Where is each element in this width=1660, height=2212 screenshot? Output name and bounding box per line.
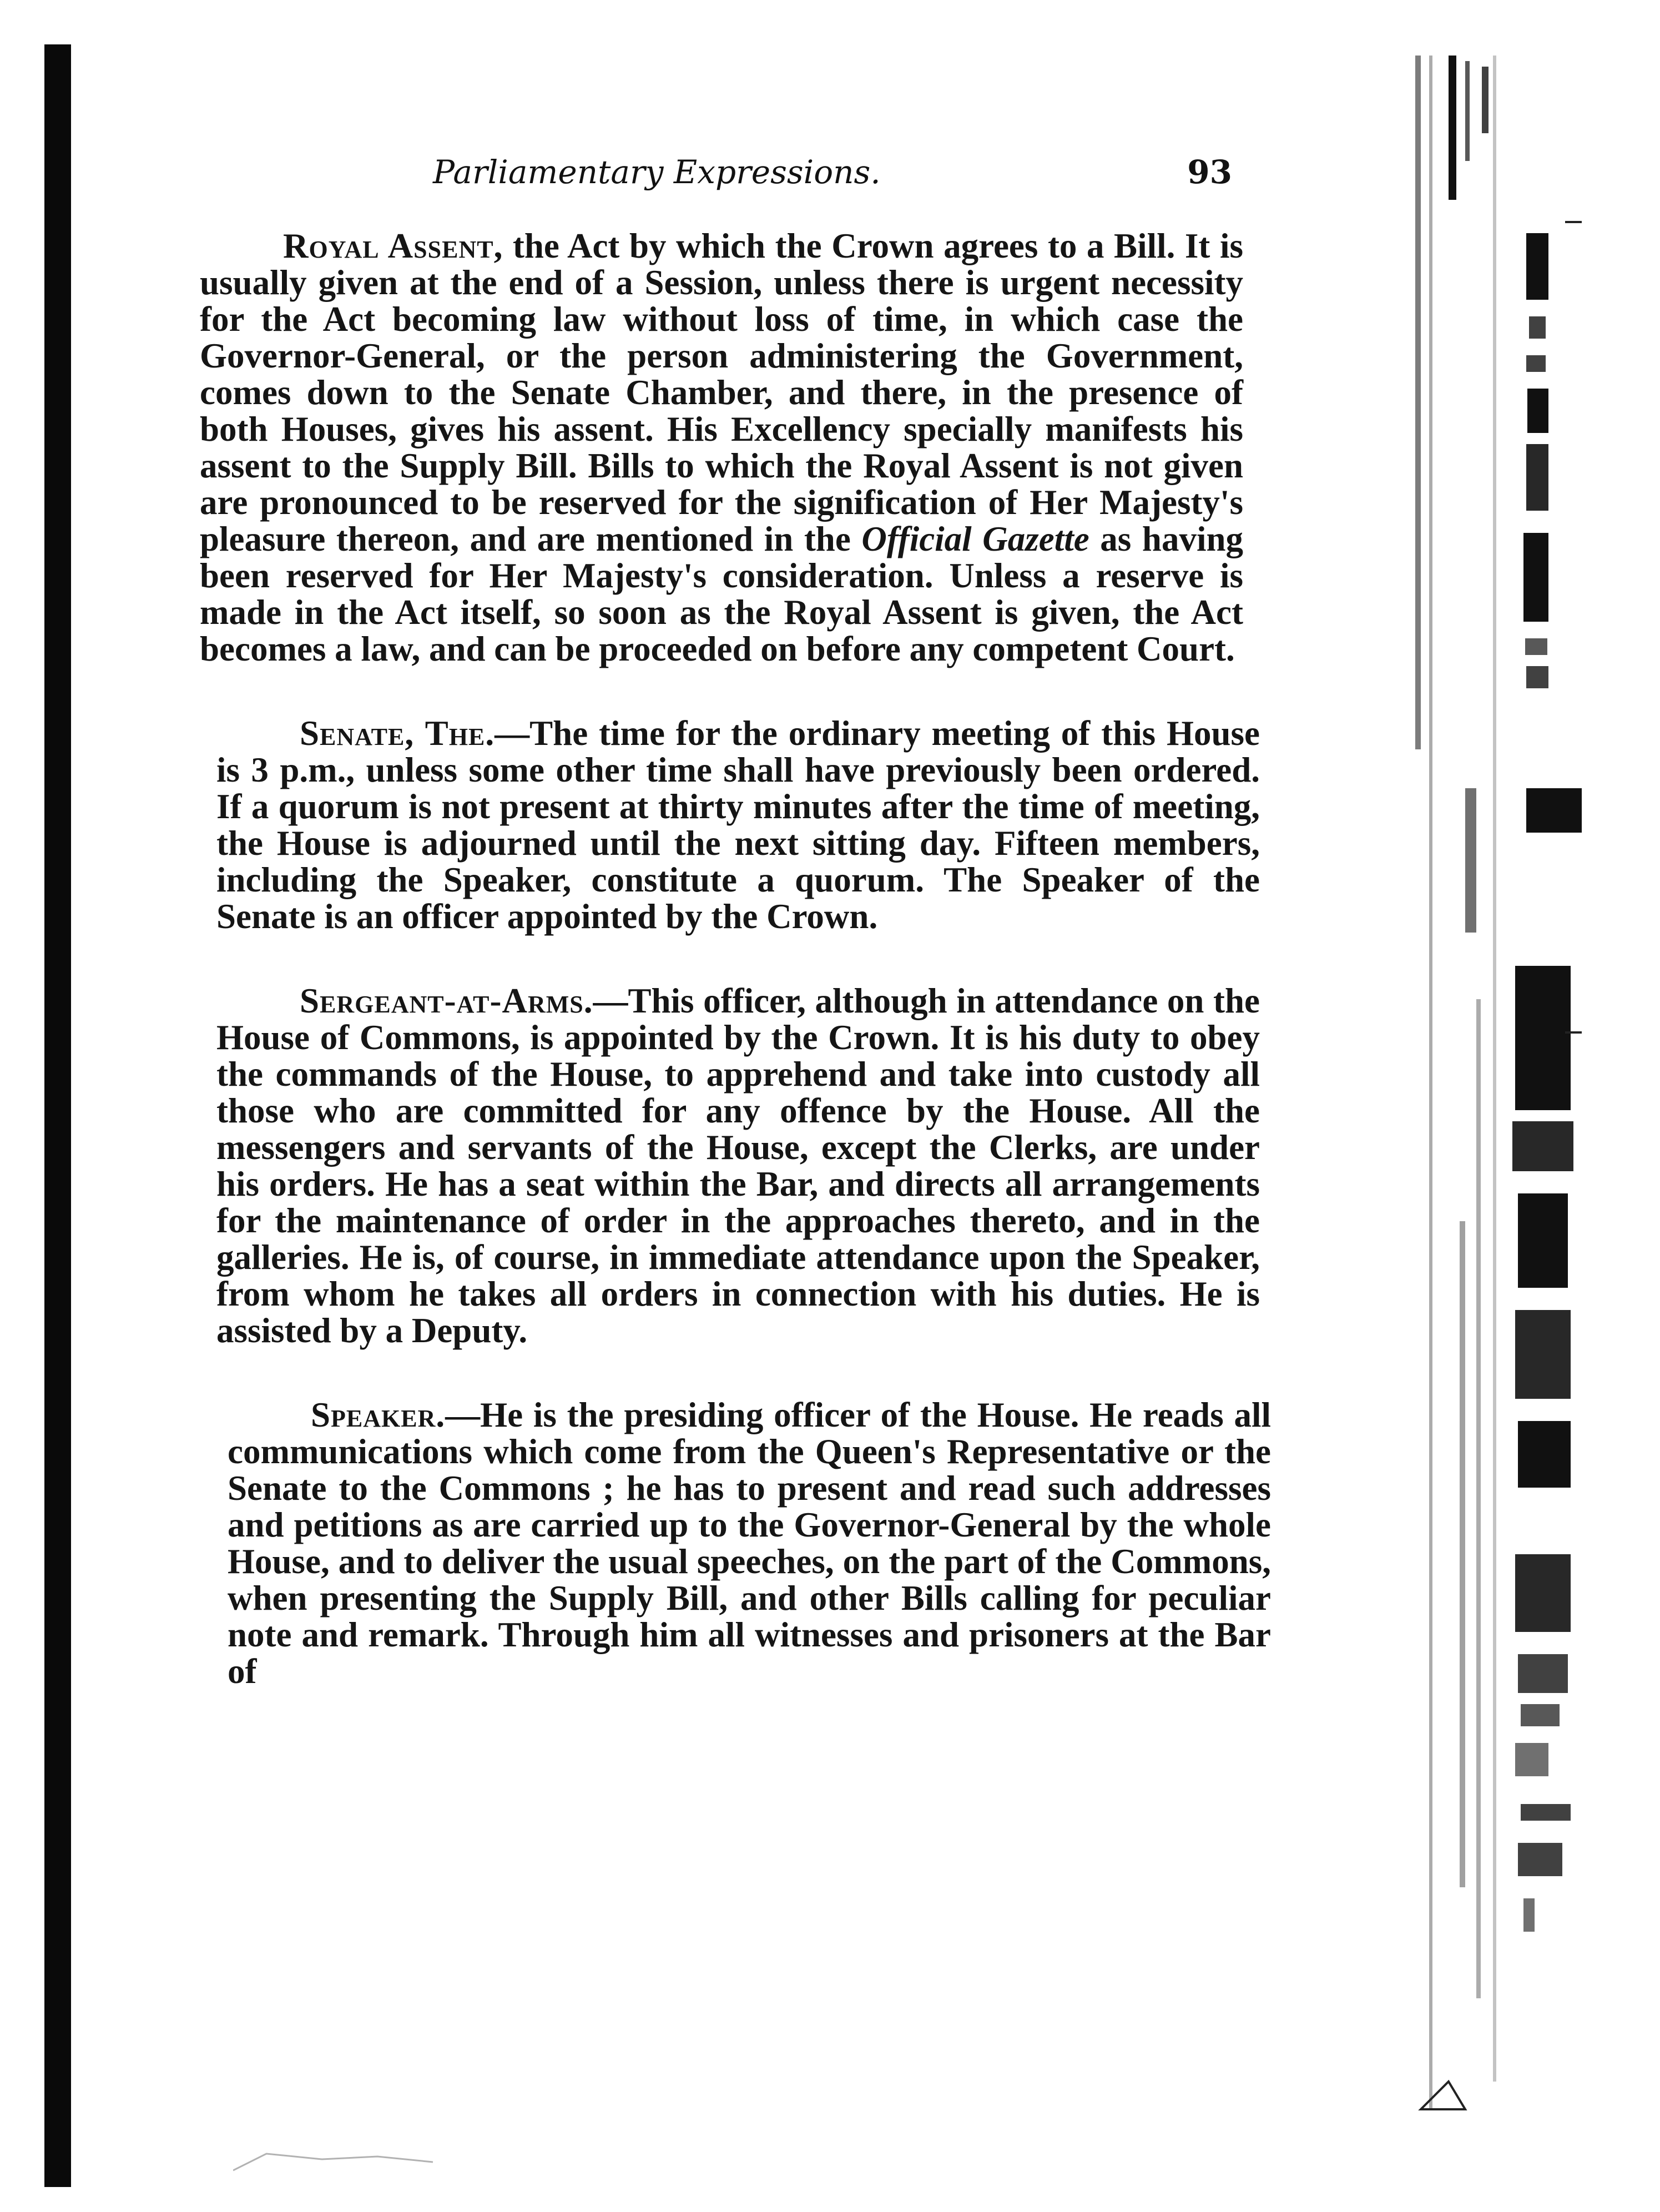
entry-text: —He is the presiding officer of the House. He reads all communications which come from the Queen's Representative or the Senate to the Commons ; he has to present and read such addresses and petitions as are carried up to the Governor-General by the whole House, and to deliver the usual speeches, on the part of the Commons, when presenting the Supply Bill, and other Bills calling for peculiar note and remark. Through him all witnesses and prisoners at the Bar of	[228, 1395, 1271, 1691]
running-title: Parliamentary Expressions.	[433, 153, 881, 191]
entry-sergeant-at-arms	[216, 982, 1260, 1349]
entry-text-continued: as having been reserved for Her Majesty's consideration. Unless a reserve is made in the Act itself, so soon as the Royal Assent is given, the Act becomes a law, and can be proceeded on before any competent Court.	[200, 520, 1243, 668]
entry-text: —This officer, although in attendance on the House of Commons, is appointed by the Crown. It is his duty to obey the commands of the House, to apprehend and take into custody all those who are committed for any offence by the House. All the messengers and servants of the House, except the Clerks, are under his orders. He has a seat within the Bar, and directs all arrangements for the maintenance of order in the approaches thereto, and in the galleries. He is, of course, in immediate attendance upon the Speaker, from whom he takes all orders in connection with his duties. He is assisted by a Deputy.	[216, 981, 1260, 1350]
entry-term: Senate, The.	[300, 714, 495, 753]
entry-term: Speaker.	[311, 1395, 446, 1434]
entry-term: Royal Assent,	[283, 226, 503, 265]
footer-scan-smudge	[233, 2143, 622, 2176]
entry-text: the Act by which the Crown agrees to a Bill. It is usually given at the end of a Session, unless there is urgent necessity for the Act becoming law without loss of time, in which case the Governor-General, or the person administering the Government, comes down to the Senate Chamber, and there, in the presence of both Houses, gives his assent. His Excellency specially manifests his assent to the Supply Bill. Bills to which the Royal Assent is not given are pronounced to be reserved for the signification of Her Majesty's pleasure thereon, and are mentioned in the	[200, 226, 1243, 558]
entry-italic-text: Official Gazette	[861, 520, 1089, 558]
entry-royal-assent	[200, 228, 1243, 667]
entry-speaker	[228, 1397, 1271, 1690]
page-header	[222, 150, 1232, 200]
binding-edge-shadow	[44, 44, 71, 2187]
entry-term: Sergeant-at-Arms.	[300, 981, 593, 1020]
page-number: 93	[1187, 153, 1232, 191]
body-text	[200, 226, 1271, 1737]
facing-page-edge-artifacts	[1399, 56, 1587, 2143]
entry-text: —The time for the ordinary meeting of this House is 3 p.m., unless some other time shall have previously been ordered. If a quorum is not present at thirty minutes after the time of meeting, the House is adjourned until the next sitting day. Fifteen members, including the Speaker, constitute a quorum. The Speaker of the Senate is an officer appointed by the Crown.	[216, 714, 1260, 936]
entry-senate	[216, 715, 1260, 935]
